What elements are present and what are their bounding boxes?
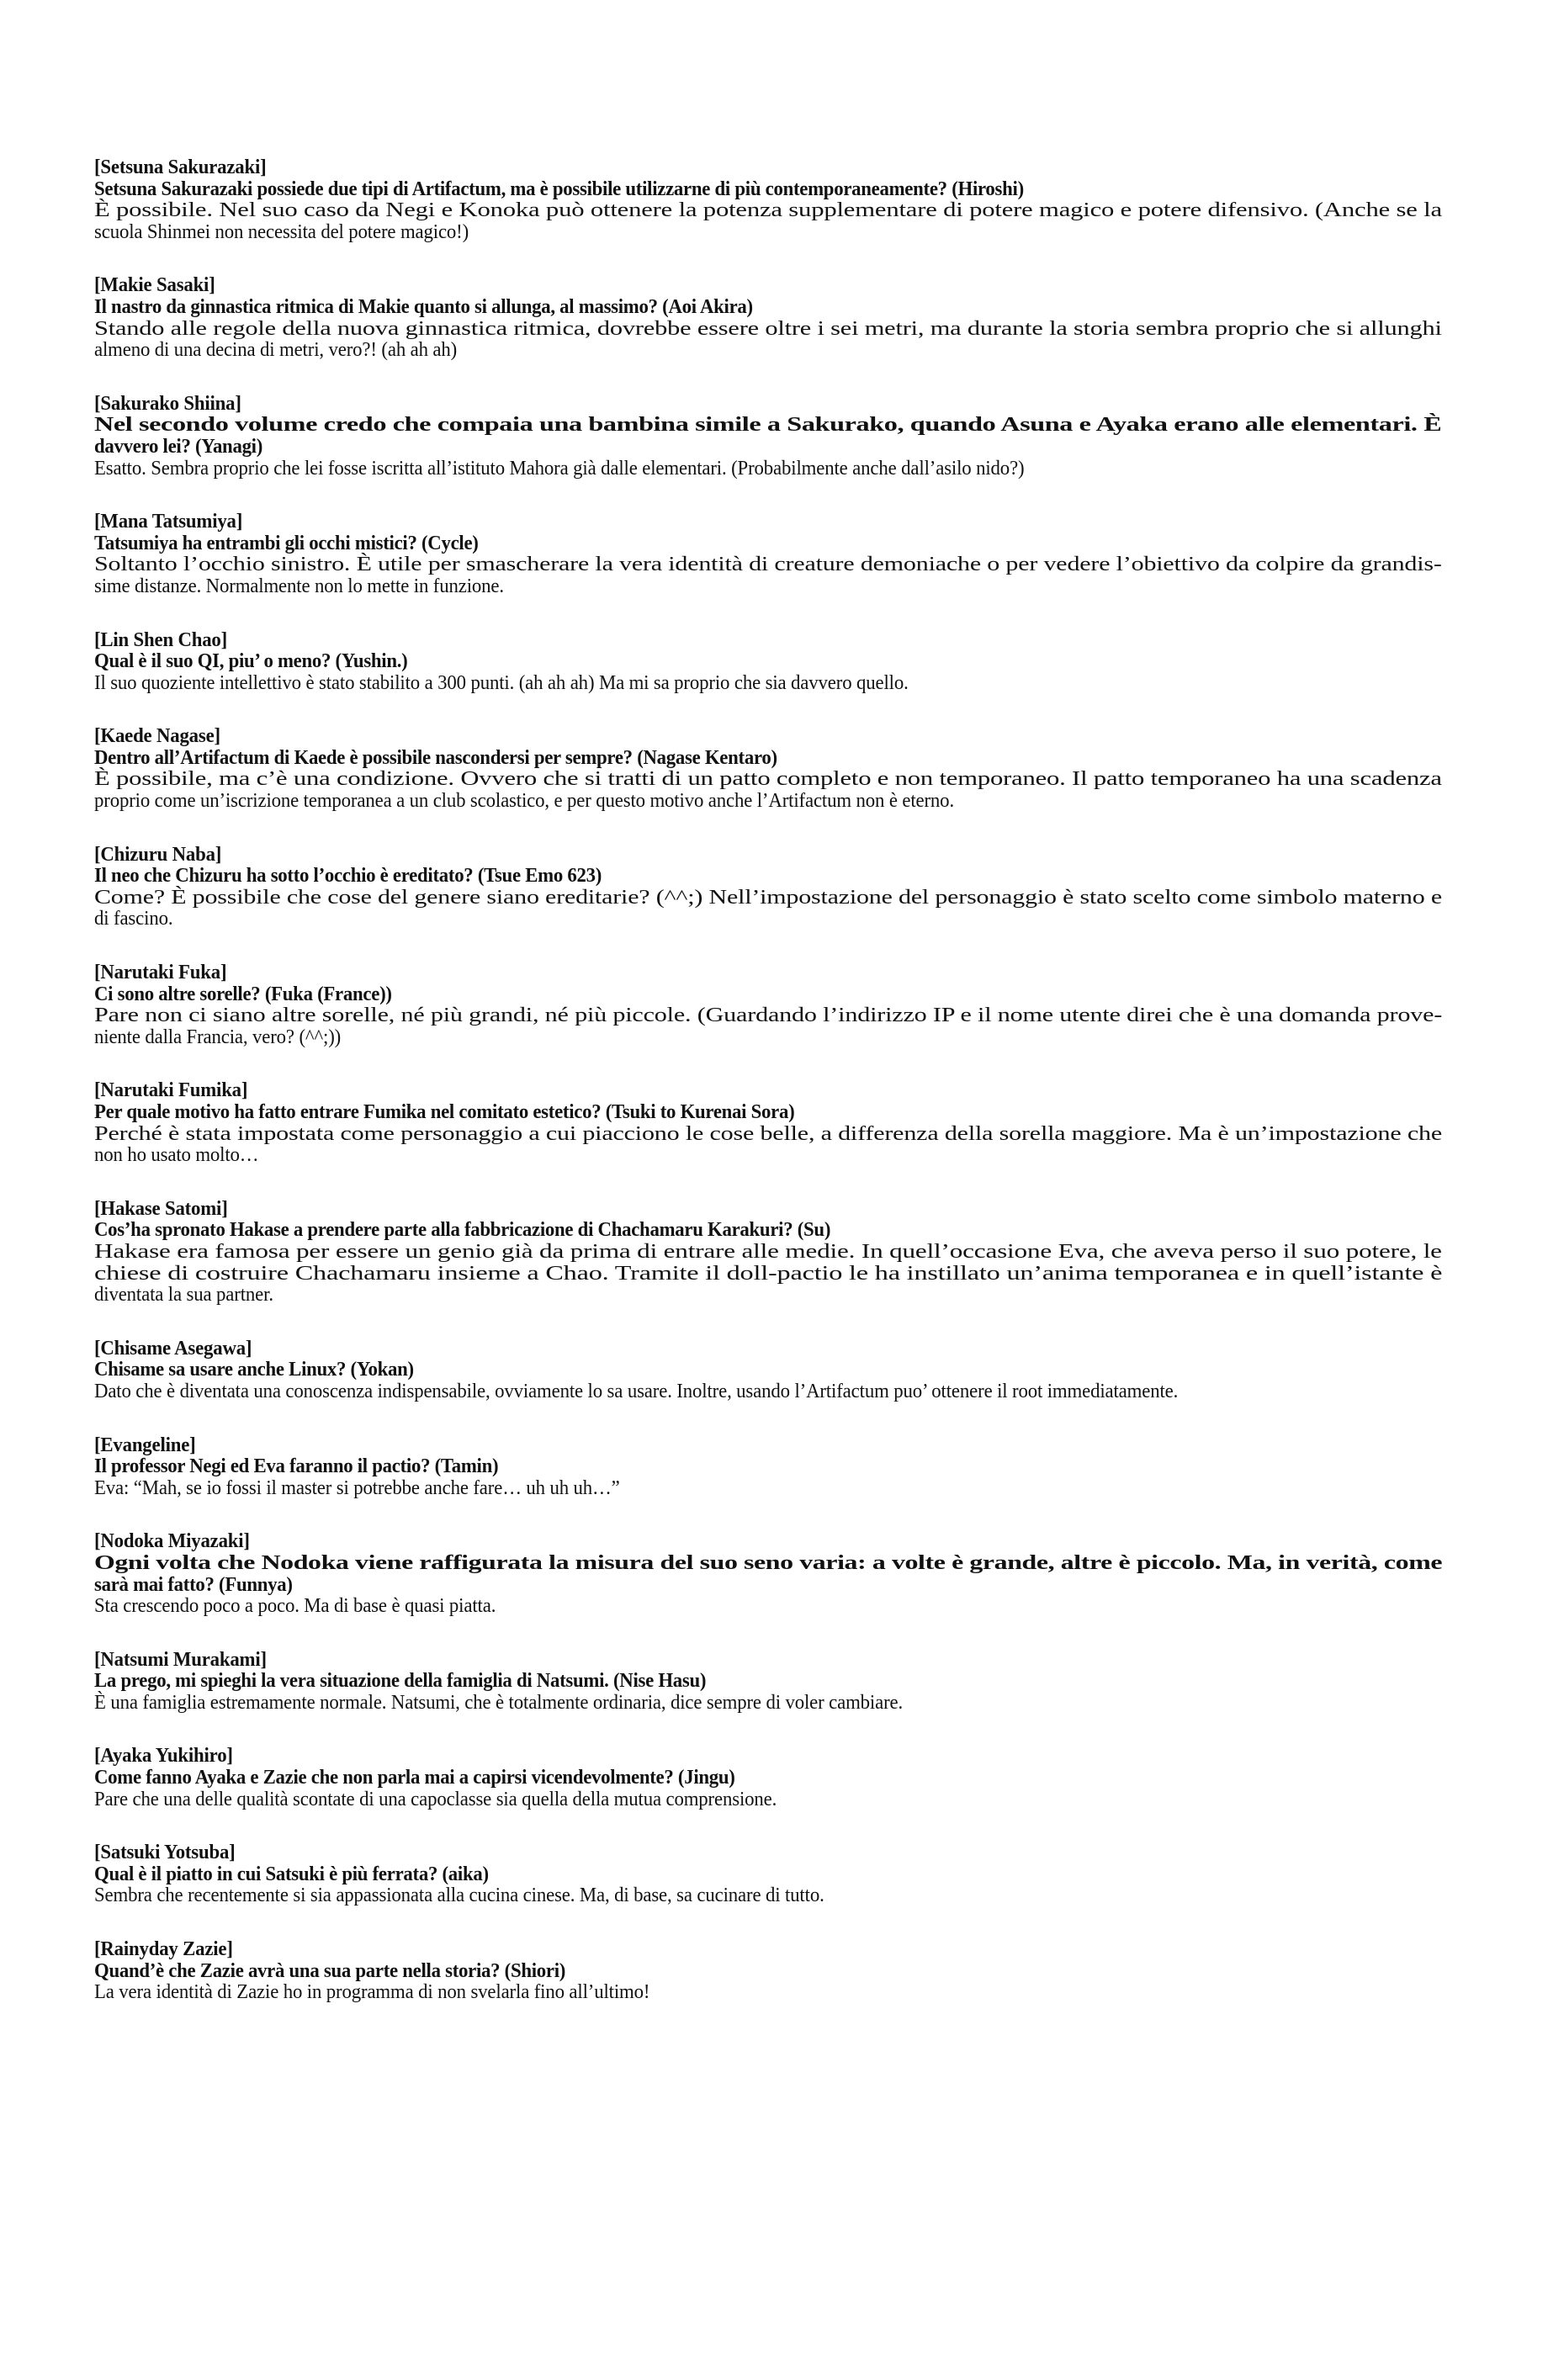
character-name-heading: [Makie Sasaki] xyxy=(94,273,215,297)
author-answer: Il suo quoziente intellettivo è stato stabilito a 300 punti. (ah ah ah) Ma mi sa proprio che sia davvero quello. xyxy=(94,671,909,694)
character-name-heading: [Narutaki Fumika] xyxy=(94,1079,248,1102)
author-answer: di fascino. xyxy=(94,907,173,930)
reader-question: Tatsumiya ha entrambi gli occhi mistici? (Cycle) xyxy=(94,531,479,554)
character-name-heading: [Rainyday Zazie] xyxy=(94,1937,233,1961)
qa-entry xyxy=(94,844,1442,930)
author-answer: È una famiglia estremamente normale. Natsumi, che è totalmente ordinaria, dice sempre di voler cambiare. xyxy=(94,1690,904,1714)
character-name-heading: [Hakase Satomi] xyxy=(94,1196,228,1220)
author-answer: È possibile. Nel suo caso da Negi e Konoka può ottenere la potenza supplementare di potere magico e potere difensivo. (Anche se la xyxy=(94,199,1442,222)
character-name-heading: [Evangeline] xyxy=(94,1433,196,1456)
qa-entry xyxy=(94,511,1442,596)
reader-question: Ci sono altre sorelle? (Fuka (France)) xyxy=(94,982,392,1005)
qa-entry xyxy=(94,1649,1442,1714)
reader-question: sarà mai fatto? (Funnya) xyxy=(94,1572,293,1596)
qa-entry xyxy=(94,1434,1442,1499)
author-answer: niente dalla Francia, vero? (^^;)) xyxy=(94,1025,342,1048)
author-answer: sime distanze. Normalmente non lo mette in funzione. xyxy=(94,574,504,597)
character-name-heading: [Natsumi Murakami] xyxy=(94,1647,267,1671)
reader-question: Quand’è che Zazie avrà una sua parte nella storia? (Shiori) xyxy=(94,1959,566,1982)
author-answer: Stando alle regole della nuova ginnastica ritmica, dovrebbe essere oltre i sei metri, ma durante la storia sembra proprio che si allunghi xyxy=(94,316,1442,340)
reader-question: Setsuna Sakurazaki possiede due tipi di Artifactum, ma è possibile utilizzarne di più contemporaneamente? (Hiroshi) xyxy=(94,177,1024,200)
author-answer: Perché è stata impostata come personaggio a cui piacciono le cose belle, a differenza della sorella maggiore. Ma è un’impostazione che xyxy=(94,1121,1443,1145)
reader-question: Ogni volta che Nodoka viene raffigurata la misura del suo seno varia: a volte è grande, altre è piccolo. Ma, in verità, come xyxy=(94,1550,1443,1574)
author-answer: Dato che è diventata una conoscenza indispensabile, ovviamente lo sa usare. Inoltre, usando l’Artifactum puo’ ottenere il root immediatamente. xyxy=(94,1379,1179,1402)
author-answer: Pare che una delle qualità scontate di una capoclasse sia quella della mutua comprensione. xyxy=(94,1787,777,1810)
author-answer: Sta crescendo poco a poco. Ma di base è quasi piatta. xyxy=(94,1594,496,1618)
author-answer: Soltanto l’occhio sinistro. È utile per smascherare la vera identità di creature demoniache o per vedere l’obiettivo da colpire da grandis- xyxy=(94,553,1442,576)
qa-entry xyxy=(94,393,1442,479)
author-answer: non ho usato molto… xyxy=(94,1143,259,1167)
character-name-heading: [Mana Tatsumiya] xyxy=(94,510,243,533)
qa-entry xyxy=(94,1842,1442,1906)
qa-entry xyxy=(94,274,1442,360)
reader-question: Cos’ha spronato Hakase a prendere parte alla fabbricazione di Chachamaru Karakuri? (Su) xyxy=(94,1218,831,1242)
author-answer: Hakase era famosa per essere un genio già da prima di entrare alle medie. In quell’occasione Eva, che aveva perso il suo potere, le xyxy=(94,1239,1442,1263)
reader-question: La prego, mi spieghi la vera situazione della famiglia di Natsumi. (Nise Hasu) xyxy=(94,1669,707,1693)
character-name-heading: [Setsuna Sakurazaki] xyxy=(94,156,267,178)
character-name-heading: [Ayaka Yukihiro] xyxy=(94,1744,233,1768)
author-answer: Pare non ci siano altre sorelle, né più grandi, né più piccole. (Guardando l’indirizzo IP e il nome utente direi che è una domanda prove- xyxy=(94,1004,1443,1027)
author-answer: La vera identità di Zazie ho in programma di non svelarla fino all’ultimo! xyxy=(94,1980,650,2004)
qa-entry xyxy=(94,1079,1442,1165)
author-answer: Esatto. Sembra proprio che lei fosse iscritta all’istituto Mahora già dalle elementari. (Probabilmente anche dall’asilo nido?) xyxy=(94,456,1025,480)
character-name-heading: [Chizuru Naba] xyxy=(94,842,222,866)
character-name-heading: [Satsuki Yotsuba] xyxy=(94,1841,236,1864)
author-answer: almeno di una decina di metri, vero?! (ah ah ah) xyxy=(94,338,458,362)
qa-entry xyxy=(94,1198,1442,1306)
author-answer: Come? È possibile che cose del genere siano ereditarie? (^^;) Nell’impostazione del personaggio è stato scelto come simbolo materno e xyxy=(94,885,1442,909)
character-name-heading: [Lin Shen Chao] xyxy=(94,628,228,651)
author-answer: diventata la sua partner. xyxy=(94,1283,273,1307)
author-answer: scuola Shinmei non necessita del potere magico!) xyxy=(94,220,469,243)
reader-question: Dentro all’Artifactum di Kaede è possibile nascondersi per sempre? (Nagase Kentaro) xyxy=(94,745,777,769)
reader-question: Il nastro da ginnastica ritmica di Makie quanto si allunga, al massimo? (Aoi Akira) xyxy=(94,294,753,318)
character-name-heading: [Nodoka Miyazaki] xyxy=(94,1529,250,1553)
qa-entry xyxy=(94,1938,1442,2003)
qa-entry xyxy=(94,1338,1442,1402)
reader-question: davvero lei? (Yanagi) xyxy=(94,434,263,458)
reader-question: Il neo che Chizuru ha sotto l’occhio è ereditato? (Tsue Emo 623) xyxy=(94,864,602,888)
qa-entry xyxy=(94,629,1442,694)
character-name-heading: [Sakurako Shiina] xyxy=(94,391,241,415)
qa-entry xyxy=(94,962,1442,1047)
author-answer: proprio come un’iscrizione temporanea a un club scolastico, e per questo motivo anche l’Artifactum non è eterno. xyxy=(94,789,954,813)
qa-entry xyxy=(94,725,1442,811)
reader-question: Chisame sa usare anche Linux? (Yokan) xyxy=(94,1358,414,1381)
author-answer: È possibile, ma c’è una condizione. Ovvero che si tratti di un patto completo e non temporaneo. Il patto temporaneo ha una scadenza xyxy=(94,767,1442,791)
qa-entry xyxy=(94,1745,1442,1810)
reader-question: Il professor Negi ed Eva faranno il pactio? (Tamin) xyxy=(94,1455,499,1478)
author-answer: Eva: “Mah, se io fossi il master si potrebbe anche fare… uh uh uh…” xyxy=(94,1476,620,1499)
character-name-heading: [Narutaki Fuka] xyxy=(94,961,227,984)
character-name-heading: [Kaede Nagase] xyxy=(94,724,220,748)
qa-page xyxy=(94,156,1442,2035)
reader-question: Per quale motivo ha fatto entrare Fumika nel comitato estetico? (Tsuki to Kurenai Sora) xyxy=(94,1100,795,1123)
author-answer: chiese di costruire Chachamaru insieme a Chao. Tramite il doll-pactio le ha instillato un’anima temporanea e in quell’istante è xyxy=(94,1261,1443,1285)
author-answer: Sembra che recentemente si sia appassionata alla cucina cinese. Ma, di base, sa cucinare di tutto. xyxy=(94,1884,824,1907)
qa-entry xyxy=(94,156,1442,242)
reader-question: Qual è il piatto in cui Satsuki è più ferrata? (aika) xyxy=(94,1862,489,1885)
character-name-heading: [Chisame Asegawa] xyxy=(94,1336,252,1360)
reader-question: Come fanno Ayaka e Zazie che non parla mai a capirsi vicendevolmente? (Jingu) xyxy=(94,1766,735,1789)
reader-question: Qual è il suo QI, piu’ o meno? (Yushin.) xyxy=(94,649,408,673)
qa-entry xyxy=(94,1530,1442,1616)
reader-question: Nel secondo volume credo che compaia una bambina simile a Sakurako, quando Asuna e Ayaka erano alle elementari. È xyxy=(94,413,1442,437)
